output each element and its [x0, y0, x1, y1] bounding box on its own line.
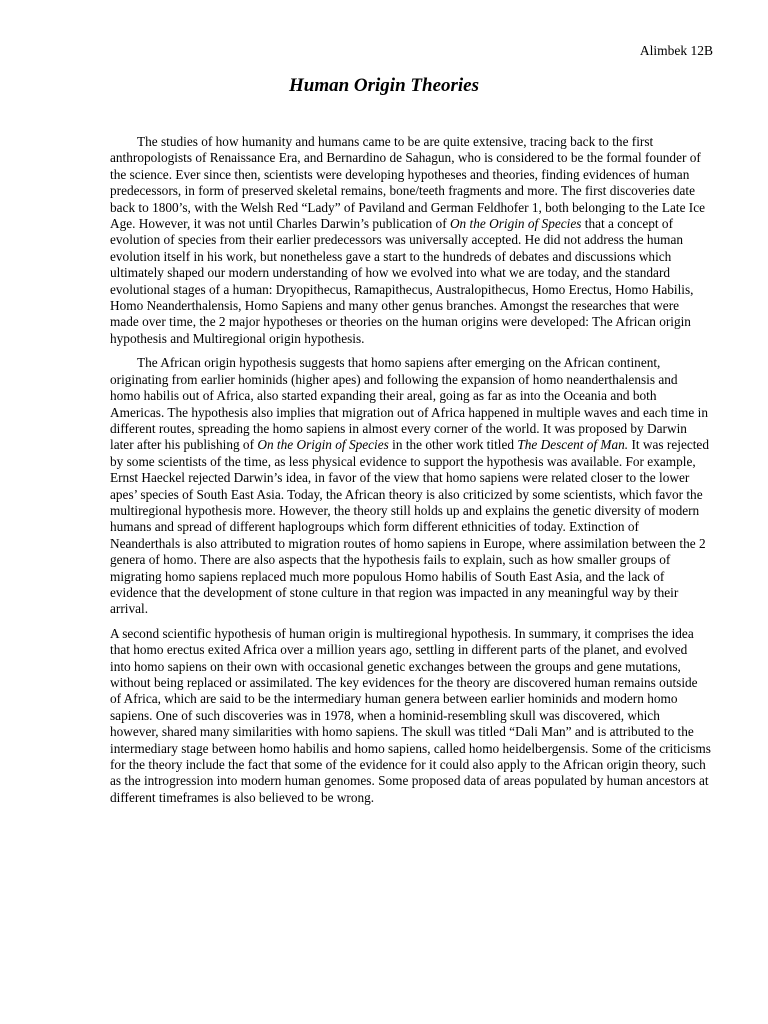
- paragraph-text: The African origin hypothesis suggests that homo sapiens after emerging on the African continent, originating from earlier hominids (higher apes) and following the expansion of homo neanderthalensis and homo habilis out of Africa, also started expanding their areal, going as far as into the Oceania and both Americas. The hypothesis also implies that migration out of Africa happened in multiple waves and each time in different routes, spreading the homo sapiens in almost every corner of the world. It was proposed by Darwin later after his publishing of: [110, 355, 708, 453]
- paragraph-intro: [110, 134, 711, 347]
- paragraph-text: It was rejected by some scientists of the time, as less physical evidence to support the hypothesis was available. For example, Ernst Haeckel rejected Darwin’s idea, in favor of the view that homo sapiens were related closer to the lower apes’ species of South East Asia. Today, the African theory is also criticized by some scientists, which favor the multiregional hypothesis more. However, the theory still holds up and explains the genetic diversity of modern humans and spread of different haplogroups which form different ethnicities of today. Extinction of Neanderthals is also attributed to migration routes of homo sapiens in Europe, where assimilation between the 2 genera of homo. There are also aspects that the hypothesis fails to explain, such as how smaller groups of migrating homo sapiens replaced much more populous Homo habilis of South East Asia, and the lack of evidence that the development of stone culture in that region was impacted in any meaningful way by their arrival.: [110, 437, 709, 617]
- paragraph-text: in the other work titled: [388, 437, 518, 453]
- author-label: Alimbek 12B: [639, 43, 713, 58]
- book-title-descent-of-man: The Descent of Man.: [517, 437, 629, 453]
- book-title-origin-of-species: On the Origin of Species: [449, 216, 582, 232]
- paragraph-text: The studies of how humanity and humans came to be are quite extensive, tracing back to the first anthropologists of Renaissance Era, and Bernardino de Sahagun, who is considered to be the formal founder of the science. Ever since then, scientists were developing hypotheses and theories, finding evidences of human predecessors, in form of preserved skeletal remains, bone/teeth fragments and more. The first discoveries date back to 1800’s, with the Welsh Red “Lady” of Paviland and German Feldhofer 1, both belonging to the Late Ice Age. However, it was not until Charles Darwin’s publication of: [110, 134, 706, 232]
- paragraph-african-origin: [110, 355, 711, 618]
- paragraph-text: that a concept of evolution of species from their earlier predecessors was universally accepted. He did not address the human evolution itself in his work, but nonetheless gave a start to the hundreds of debates and discussions which ultimately shaped our modern understanding of how we evolved into what we are today, and the standard evolutional stages of a human: Dryopithecus, Ramapithecus, Australopithecus, Homo Erectus, Homo Habilis, Homo Neanderthalensis, Homo Sapiens and many other genus branches. Amongst the researches that were made over time, the 2 major hypotheses or theories on the human origins were developed: The African origin hypothesis and Multiregional origin hypothesis.: [110, 216, 694, 346]
- document-body: [110, 134, 711, 814]
- paragraph-text: A second scientific hypothesis of human origin is multiregional hypothesis. In summary, it comprises the idea that homo erectus exited Africa over a million years ago, settling in different parts of the planet, and evolved into homo sapiens on their own with occasional genetic exchanges between the groups and gene mutations, without being replaced or assimilated. The key evidences for the theory are discovered human remains outside of Africa, which are said to be the intermediary human genera between earlier hominids and modern homo sapiens. One of such discoveries was in 1978, when a hominid-resembling skull was discovered, which however, shared many similarities with homo sapiens. The skull was titled “Dali Man” and is attributed to the intermediary stage between homo habilis and homo sapiens, called homo heidelbergensis. Some of the criticisms for the theory include the fact that some of the evidence for it could also apply to the African origin theory, such as the introgression into modern human genomes. Some proposed data of areas populated by human ancestors at different timeframes is also believed to be wrong.: [110, 625, 711, 805]
- paragraph-multiregional: [110, 626, 711, 806]
- book-title-origin-of-species: On the Origin of Species: [257, 437, 389, 453]
- page-title: Human Origin Theories: [288, 75, 480, 96]
